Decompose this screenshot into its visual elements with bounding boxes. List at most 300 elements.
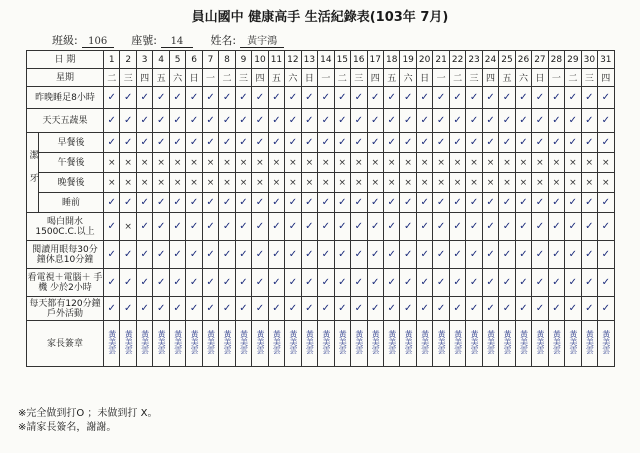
cross-mark-icon: × (124, 157, 132, 168)
day-number: 6 (186, 51, 202, 69)
check-mark-icon: ✓ (585, 249, 594, 260)
record-cell (565, 173, 581, 193)
check-mark-icon: ✓ (535, 249, 545, 260)
record-cell (235, 193, 251, 213)
record-cell (104, 297, 120, 321)
signature-cell (466, 321, 482, 367)
day-number: 12 (285, 51, 301, 69)
weekday-header: 星期 (27, 69, 104, 87)
signature-cell (334, 321, 350, 367)
cross-mark-icon: × (190, 157, 198, 168)
record-cell (268, 109, 284, 133)
name-label: 姓名: (210, 34, 237, 47)
record-cell (153, 109, 169, 133)
parent-signature: 黃美雲 (190, 330, 200, 354)
record-cell (532, 173, 548, 193)
parent-signature: 黃美雲 (305, 330, 315, 354)
day-number: 25 (499, 51, 515, 69)
page-title: 員山國中 健康高手 生活紀錄表(103年 7月) (191, 10, 449, 25)
record-table (26, 50, 615, 367)
record-cell (334, 269, 350, 297)
record-cell (120, 87, 136, 109)
check-mark-icon: ✓ (585, 115, 594, 126)
weekday-cell: 一 (202, 69, 218, 87)
record-cell (153, 269, 169, 297)
weekday-cell: 二 (449, 69, 465, 87)
cross-mark-icon: × (289, 157, 297, 168)
check-mark-icon: ✓ (519, 137, 528, 148)
signature-cell (318, 321, 334, 367)
check-mark-icon: ✓ (601, 137, 610, 148)
record-cell (548, 241, 564, 269)
cross-mark-icon: × (519, 157, 528, 168)
check-mark-icon: ✓ (305, 137, 314, 148)
row-label-teeth_breakfast: 早餐後 (39, 133, 104, 153)
record-cell (219, 109, 235, 133)
check-mark-icon: ✓ (272, 277, 281, 288)
check-mark-icon: ✓ (189, 221, 199, 232)
weekday-row (27, 69, 615, 87)
day-number: 10 (252, 51, 268, 69)
cross-mark-icon: × (338, 157, 347, 168)
record-cell (499, 133, 515, 153)
check-mark-icon: ✓ (107, 277, 116, 288)
record-cell (433, 87, 449, 109)
check-mark-icon: ✓ (403, 249, 413, 260)
record-cell (318, 153, 334, 173)
check-mark-icon: ✓ (552, 221, 561, 232)
record-cell (334, 109, 350, 133)
weekday-cell: 二 (334, 69, 350, 87)
record-cell (466, 297, 482, 321)
check-mark-icon: ✓ (387, 197, 396, 208)
record-cell (285, 133, 301, 153)
check-mark-icon: ✓ (140, 137, 149, 148)
record-cell (515, 297, 531, 321)
record-cell (334, 193, 350, 213)
record-cell (235, 87, 251, 109)
check-mark-icon: ✓ (288, 137, 298, 148)
check-mark-icon: ✓ (107, 92, 116, 103)
day-number: 2 (120, 51, 136, 69)
check-mark-icon: ✓ (568, 92, 578, 103)
record-cell (383, 213, 399, 241)
record-cell (169, 297, 185, 321)
parent-signature: 黃美雲 (486, 330, 496, 354)
record-cell (449, 133, 465, 153)
check-mark-icon: ✓ (420, 249, 429, 260)
record-cell (219, 87, 235, 109)
cross-mark-icon: × (305, 157, 314, 168)
record-cell (400, 213, 416, 241)
parent-signature: 黃美雲 (585, 330, 595, 354)
record-cell (482, 297, 498, 321)
check-mark-icon: ✓ (601, 221, 610, 232)
check-mark-icon: ✓ (156, 221, 166, 232)
record-cell (449, 87, 465, 109)
check-mark-icon: ✓ (305, 303, 314, 314)
record-cell (565, 213, 581, 241)
record-cell (285, 213, 301, 241)
parent-signature: 黃美雲 (437, 330, 447, 354)
record-cell (433, 241, 449, 269)
check-mark-icon: ✓ (585, 137, 594, 148)
record-cell (219, 213, 235, 241)
check-mark-icon: ✓ (502, 277, 512, 288)
signature-cell (120, 321, 136, 367)
check-mark-icon: ✓ (568, 115, 578, 126)
record-cell (334, 241, 350, 269)
record-cell (515, 213, 531, 241)
record-cell (186, 173, 202, 193)
record-cell (482, 133, 498, 153)
record-cell (120, 153, 136, 173)
record-cell (367, 241, 383, 269)
check-mark-icon: ✓ (519, 277, 528, 288)
cross-mark-icon: × (107, 177, 116, 188)
record-cell (235, 269, 251, 297)
record-cell (598, 87, 614, 109)
record-cell (466, 87, 482, 109)
check-mark-icon: ✓ (156, 92, 166, 103)
record-cell (598, 213, 614, 241)
cross-mark-icon: × (486, 157, 495, 168)
record-cell (466, 133, 482, 153)
record-cell (268, 213, 284, 241)
record-cell (449, 193, 465, 213)
check-mark-icon: ✓ (255, 115, 265, 126)
record-cell (252, 269, 268, 297)
record-cell (367, 297, 383, 321)
check-mark-icon: ✓ (321, 221, 331, 232)
check-mark-icon: ✓ (552, 92, 561, 103)
record-cell (351, 193, 367, 213)
check-mark-icon: ✓ (156, 137, 166, 148)
record-cell (285, 269, 301, 297)
check-mark-icon: ✓ (107, 137, 116, 148)
record-cell (400, 297, 416, 321)
record-cell (301, 133, 317, 153)
record-cell (499, 297, 515, 321)
cross-mark-icon: × (552, 177, 561, 188)
check-mark-icon: ✓ (403, 115, 413, 126)
row-teeth_lunch (27, 153, 615, 173)
record-cell (532, 269, 548, 297)
record-cell (153, 133, 169, 153)
day-number: 19 (400, 51, 416, 69)
record-cell (499, 153, 515, 173)
check-mark-icon: ✓ (502, 249, 512, 260)
record-cell (532, 133, 548, 153)
check-mark-icon: ✓ (305, 221, 314, 232)
record-cell (334, 153, 350, 173)
check-mark-icon: ✓ (486, 221, 495, 232)
check-mark-icon: ✓ (173, 115, 182, 126)
record-cell (136, 269, 152, 297)
record-cell (169, 193, 185, 213)
check-mark-icon: ✓ (387, 277, 396, 288)
record-cell (499, 269, 515, 297)
record-cell (219, 269, 235, 297)
row-teeth_bed (27, 193, 615, 213)
check-mark-icon: ✓ (255, 221, 265, 232)
check-mark-icon: ✓ (124, 197, 133, 208)
day-number: 26 (515, 51, 531, 69)
record-cell (367, 173, 383, 193)
record-cell (334, 173, 350, 193)
day-number: 8 (219, 51, 235, 69)
record-cell (515, 133, 531, 153)
check-mark-icon: ✓ (371, 197, 380, 208)
check-mark-icon: ✓ (189, 92, 199, 103)
record-cell (416, 153, 432, 173)
check-mark-icon: ✓ (403, 303, 413, 314)
cross-mark-icon: × (289, 177, 297, 188)
record-cell (466, 173, 482, 193)
check-mark-icon: ✓ (354, 249, 363, 260)
record-cell (433, 213, 449, 241)
cross-mark-icon: × (569, 177, 577, 188)
record-cell (565, 241, 581, 269)
check-mark-icon: ✓ (189, 137, 199, 148)
weekday-cell: 一 (318, 69, 334, 87)
check-mark-icon: ✓ (206, 221, 215, 232)
cross-mark-icon: × (371, 157, 379, 168)
record-cell (104, 193, 120, 213)
cross-mark-icon: × (124, 221, 132, 232)
day-number: 16 (351, 51, 367, 69)
cross-mark-icon: × (536, 177, 544, 188)
record-cell (136, 297, 152, 321)
check-mark-icon: ✓ (255, 249, 265, 260)
parent-signature: 黃美雲 (601, 330, 611, 354)
record-cell (581, 269, 597, 297)
record-cell (268, 153, 284, 173)
record-cell (153, 241, 169, 269)
check-mark-icon: ✓ (156, 277, 166, 288)
weekday-cell: 三 (581, 69, 597, 87)
check-mark-icon: ✓ (140, 303, 149, 314)
check-mark-icon: ✓ (206, 115, 215, 126)
check-mark-icon: ✓ (338, 197, 347, 208)
parent-signature: 黃美雲 (552, 330, 562, 354)
record-cell (515, 109, 531, 133)
parent-signature: 黃美雲 (140, 330, 150, 354)
signature-cell (136, 321, 152, 367)
record-cell (400, 241, 416, 269)
signature-cell (515, 321, 531, 367)
record-cell (301, 241, 317, 269)
check-mark-icon: ✓ (486, 303, 495, 314)
check-mark-icon: ✓ (239, 277, 248, 288)
record-cell (252, 109, 268, 133)
day-number: 9 (235, 51, 251, 69)
record-cell (120, 193, 136, 213)
check-mark-icon: ✓ (354, 115, 363, 126)
check-mark-icon: ✓ (305, 115, 314, 126)
check-mark-icon: ✓ (206, 197, 215, 208)
check-mark-icon: ✓ (502, 92, 512, 103)
cross-mark-icon: × (552, 157, 561, 168)
day-number: 23 (466, 51, 482, 69)
check-mark-icon: ✓ (354, 221, 363, 232)
check-mark-icon: ✓ (387, 137, 396, 148)
record-cell (136, 133, 152, 153)
record-cell (104, 173, 120, 193)
parent-signature: 黃美雲 (420, 330, 430, 354)
check-mark-icon: ✓ (206, 92, 215, 103)
record-cell (433, 297, 449, 321)
weekday-cell: 日 (416, 69, 432, 87)
check-mark-icon: ✓ (140, 92, 149, 103)
record-cell (416, 241, 432, 269)
record-cell (268, 133, 284, 153)
record-cell (515, 241, 531, 269)
record-cell (202, 133, 218, 153)
signature-cell (400, 321, 416, 367)
record-cell (285, 173, 301, 193)
check-mark-icon: ✓ (338, 277, 347, 288)
record-cell (252, 213, 268, 241)
cross-mark-icon: × (585, 157, 594, 168)
cross-mark-icon: × (404, 157, 412, 168)
check-mark-icon: ✓ (288, 221, 298, 232)
record-cell (351, 297, 367, 321)
check-mark-icon: ✓ (585, 303, 594, 314)
day-number: 18 (383, 51, 399, 69)
record-cell (169, 213, 185, 241)
cross-mark-icon: × (503, 157, 511, 168)
check-mark-icon: ✓ (453, 137, 462, 148)
record-cell (351, 153, 367, 173)
check-mark-icon: ✓ (189, 249, 199, 260)
cross-mark-icon: × (519, 177, 528, 188)
record-cell (136, 241, 152, 269)
check-mark-icon: ✓ (371, 92, 380, 103)
weekday-cell: 四 (136, 69, 152, 87)
check-mark-icon: ✓ (420, 197, 429, 208)
check-mark-icon: ✓ (124, 137, 133, 148)
footer-note-signature: ※請家長簽名，謝謝。 (18, 422, 117, 433)
cross-mark-icon: × (256, 177, 264, 188)
record-cell (400, 133, 416, 153)
check-mark-icon: ✓ (173, 197, 182, 208)
parent-signature: 黃美雲 (568, 330, 578, 354)
record-cell (268, 297, 284, 321)
weekday-cell: 日 (301, 69, 317, 87)
record-cell (532, 109, 548, 133)
parent-signature: 黃美雲 (470, 330, 480, 354)
record-cell (104, 153, 120, 173)
check-mark-icon: ✓ (305, 92, 314, 103)
parent-signature: 黃美雲 (387, 330, 397, 354)
day-number: 28 (548, 51, 564, 69)
check-mark-icon: ✓ (387, 249, 396, 260)
record-cell (186, 87, 202, 109)
record-cell (383, 269, 399, 297)
seat-value: 14 (161, 36, 193, 48)
record-cell (548, 87, 564, 109)
record-cell (433, 153, 449, 173)
record-cell (416, 193, 432, 213)
check-mark-icon: ✓ (305, 249, 314, 260)
check-mark-icon: ✓ (338, 303, 347, 314)
cross-mark-icon: × (354, 157, 363, 168)
record-cell (400, 193, 416, 213)
check-mark-icon: ✓ (156, 197, 166, 208)
record-cell (219, 173, 235, 193)
check-mark-icon: ✓ (255, 137, 265, 148)
check-mark-icon: ✓ (601, 303, 610, 314)
record-cell (318, 297, 334, 321)
day-number: 13 (301, 51, 317, 69)
record-cell (169, 133, 185, 153)
cross-mark-icon: × (585, 177, 594, 188)
record-cell (466, 241, 482, 269)
parent-signature: 黃美雲 (173, 330, 183, 354)
record-cell (449, 153, 465, 173)
check-mark-icon: ✓ (321, 303, 331, 314)
record-cell (318, 193, 334, 213)
record-cell (235, 297, 251, 321)
row-label-screen: 看電視＋電腦＋ 手機 少於2小時 (27, 269, 104, 297)
record-cell (235, 213, 251, 241)
record-cell (219, 153, 235, 173)
weekday-cell: 六 (169, 69, 185, 87)
parent-signature: 黃美雲 (124, 330, 134, 354)
record-cell (416, 297, 432, 321)
check-mark-icon: ✓ (568, 277, 578, 288)
check-mark-icon: ✓ (420, 92, 429, 103)
record-cell (367, 133, 383, 153)
row-eyes (27, 241, 615, 269)
check-mark-icon: ✓ (552, 197, 561, 208)
cross-mark-icon: × (223, 177, 231, 188)
record-cell (351, 109, 367, 133)
record-cell (285, 241, 301, 269)
check-mark-icon: ✓ (436, 249, 446, 260)
check-mark-icon: ✓ (222, 115, 232, 126)
row-label-exercise: 每天都有120分鐘 戶外活動 (27, 297, 104, 321)
record-cell (565, 153, 581, 173)
check-mark-icon: ✓ (321, 277, 331, 288)
cross-mark-icon: × (602, 157, 610, 168)
record-cell (136, 109, 152, 133)
cross-mark-icon: × (503, 177, 511, 188)
check-mark-icon: ✓ (453, 303, 462, 314)
check-mark-icon: ✓ (222, 303, 232, 314)
record-cell (383, 153, 399, 173)
record-cell (581, 213, 597, 241)
check-mark-icon: ✓ (387, 221, 396, 232)
record-cell (581, 153, 597, 173)
record-cell (548, 173, 564, 193)
check-mark-icon: ✓ (387, 303, 396, 314)
check-mark-icon: ✓ (156, 303, 166, 314)
record-cell (334, 87, 350, 109)
check-mark-icon: ✓ (568, 249, 578, 260)
record-cell (252, 297, 268, 321)
check-mark-icon: ✓ (486, 92, 495, 103)
cross-mark-icon: × (437, 177, 445, 188)
record-cell (515, 87, 531, 109)
check-mark-icon: ✓ (453, 92, 462, 103)
check-mark-icon: ✓ (453, 115, 462, 126)
record-cell (565, 109, 581, 133)
record-cell (416, 213, 432, 241)
signature-cell (482, 321, 498, 367)
signature-cell (548, 321, 564, 367)
